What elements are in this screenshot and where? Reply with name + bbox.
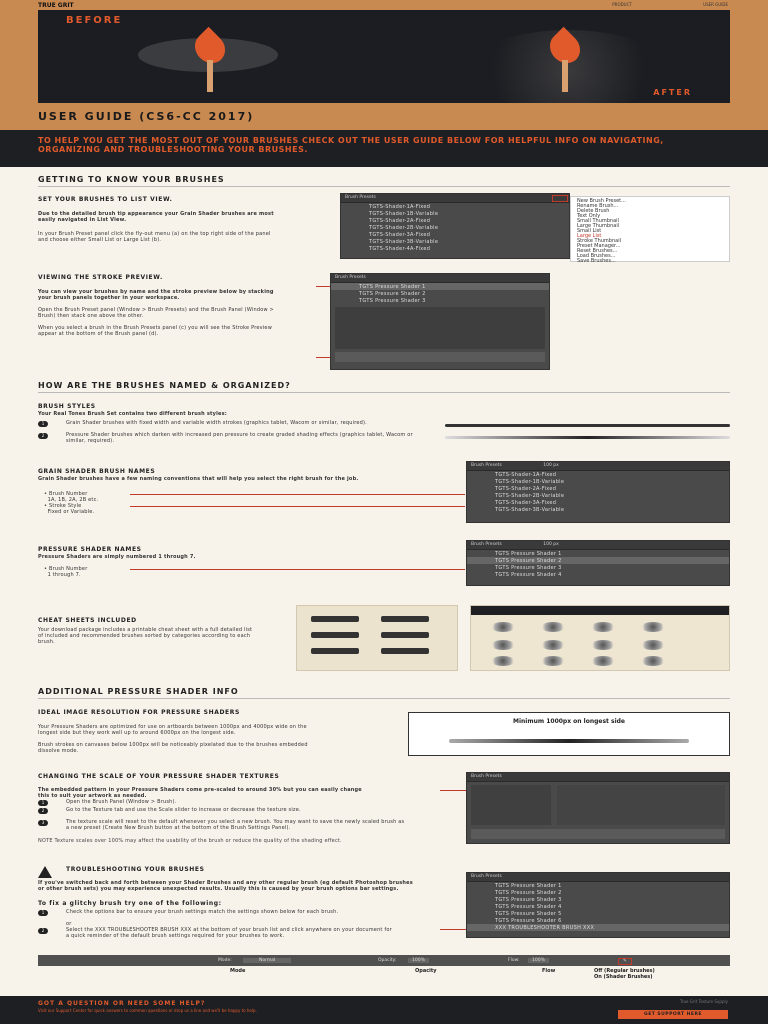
- menu-item[interactable]: Reset Brushes...: [577, 248, 618, 254]
- minimum-resolution-box: [408, 712, 730, 756]
- pressure-bullet-label: Brush Number: [48, 566, 88, 572]
- pressure-names-heading: PRESSURE SHADER NAMES: [38, 546, 142, 553]
- preset-row[interactable]: TGTS Pressure Shader 3: [359, 298, 426, 304]
- grain-bullet-label: Brush Number: [48, 491, 88, 497]
- preset-row[interactable]: TGTS-Shader-3A-Fixed: [495, 500, 557, 506]
- divider: [38, 392, 730, 393]
- menu-item[interactable]: New Brush Preset...: [577, 198, 626, 204]
- scale-step-1: Open the Brush Panel (Window > Brush).: [66, 799, 177, 805]
- hero-header: [0, 0, 768, 130]
- fix-step-1: Check the options bar to ensure your brush settings match the settings shown below for each brush.: [66, 909, 339, 915]
- shade-swatch: [491, 622, 515, 632]
- pressure-stroke-sample: [445, 436, 730, 439]
- menu-item[interactable]: Stroke Thumbnail: [577, 238, 621, 244]
- flyout-menu: [570, 196, 730, 262]
- troubleshooting-text: If you've switched back and forth between your Shader Brushes and any other regular brush (eg default Photoshop brushes or other brush sets) you may experience unexpected results. Usually this is caused by your brush options bar settings.: [38, 880, 413, 892]
- brush-settings-area: [335, 307, 545, 349]
- flow-caption: Flow: [542, 968, 556, 974]
- grain-presets-panel: [466, 461, 730, 523]
- menu-item[interactable]: Large Thumbnail: [577, 223, 620, 229]
- shade-swatch: [541, 656, 565, 666]
- troubleshooter-brush-row[interactable]: XXX TROUBLESHOOTER BRUSH XXX: [467, 924, 729, 931]
- grain-bullet-number: • Brush Number 1A, 1B, 2A, 2B etc.: [44, 491, 99, 503]
- shade-swatch: [541, 622, 565, 632]
- preset-row[interactable]: TGTS Pressure Shader 3: [495, 565, 562, 571]
- scale-sub: The embedded pattern in your Pressure Shaders come pre-scaled to around 30% but you can easily change this to suit your artwork as needed.: [38, 787, 362, 799]
- shade-swatch: [641, 656, 665, 666]
- preset-row[interactable]: TGTS Pressure Shader 1: [495, 883, 562, 889]
- preset-row[interactable]: TGTS Pressure Shader 2: [467, 557, 729, 564]
- callout-d: [316, 357, 330, 358]
- callout-line: [440, 929, 466, 930]
- preset-row[interactable]: TGTS-Shader-3B-Variable: [495, 507, 565, 513]
- stroke-swatch: [381, 648, 429, 654]
- brush-presets-panel: [340, 193, 570, 259]
- intro-bar: [0, 130, 768, 167]
- off-caption: Off (Regular brushes): [594, 968, 655, 974]
- panel-title: Brush Presets: [471, 542, 502, 547]
- divider: [38, 698, 730, 699]
- panel-header: Brush Presets: [467, 773, 729, 782]
- list-view-text-1: Due to the detailed brush tip appearance your Grain Shader brushes are most easily navigated in List View.: [38, 211, 274, 223]
- bullet-3: 3: [38, 820, 48, 826]
- callout-line: [130, 494, 465, 495]
- preset-row[interactable]: TGTS-Shader-1A-Fixed: [495, 472, 557, 478]
- preset-row[interactable]: TGTS-Shader-1B-Variable: [369, 211, 439, 217]
- texture-options: [557, 785, 725, 825]
- menu-item[interactable]: Rename Brush...: [577, 203, 619, 209]
- mode-label: Mode:: [218, 958, 232, 963]
- cheat-sheets-text: Your download package includes a printable cheat sheet with a full detailed list of included and recommended brushes sorted by categories according to each brush.: [38, 627, 253, 645]
- or-label: or: [66, 921, 72, 927]
- preset-row[interactable]: TGTS Pressure Shader 4: [495, 572, 562, 578]
- mode-caption: Mode: [230, 968, 246, 974]
- shade-swatch: [591, 640, 615, 650]
- preset-row[interactable]: TGTS Pressure Shader 3: [495, 897, 562, 903]
- scale-step-2: Go to the Texture tab and use the Scale slider to increase or decrease the texture size.: [66, 807, 301, 813]
- before-after-banner: [38, 10, 730, 103]
- footer: [0, 996, 768, 1024]
- preset-row[interactable]: TGTS-Shader-1B-Variable: [495, 479, 565, 485]
- airbrush-toggle-icon[interactable]: ✎: [618, 958, 632, 965]
- ideal-resolution-heading: IDEAL IMAGE RESOLUTION FOR PRESSURE SHADERS: [38, 709, 240, 716]
- preset-row[interactable]: TGTS-Shader-3A-Fixed: [369, 232, 431, 238]
- warning-icon: [38, 866, 52, 878]
- cheat-sheets-heading: CHEAT SHEETS INCLUDED: [38, 617, 137, 624]
- flow-label: Flow:: [508, 958, 520, 963]
- flyout-menu-highlight[interactable]: [552, 195, 568, 202]
- bullet-1: 1: [38, 421, 48, 427]
- menu-item[interactable]: Save Brushes...: [577, 258, 616, 264]
- stroke-preview-text-1: You can view your brushes by name and the stroke preview below by stacking your brush panels together in your workspace.: [38, 289, 274, 301]
- bullet-1: 1: [38, 910, 48, 916]
- pressure-bullet-value: 1 through 7.: [47, 572, 81, 578]
- menu-item-large-list[interactable]: Large List: [577, 233, 602, 239]
- stroke-swatch: [311, 648, 359, 654]
- scale-step-3: The texture scale will reset to the default whenever you select a new brush. You may want to save the newly scaled brush as a new preset (Create New Brush button at the bottom of the Brush Settings Panel).: [66, 819, 405, 831]
- callout-c: [316, 286, 330, 287]
- preset-row[interactable]: TGTS-Shader-2A-Fixed: [495, 486, 557, 492]
- fix-step-2: Select the XXX TROUBLESHOOTER BRUSH XXX at the bottom of your brush list and click anywhere on your document for a quick reminder of the default brush settings required for your brushes to work.: [66, 927, 392, 939]
- logo-text: TRUE GRIT: [38, 2, 74, 9]
- stroke-swatch: [311, 616, 359, 622]
- size-value: 100 px: [543, 542, 559, 547]
- cheat-sheet-grain-preview: [296, 605, 458, 671]
- ideal-resolution-text-1: Your Pressure Shaders are optimized for use on artboards between 1000px and 4000px wide on the longest side but they work well up to around 6000px on the longest side.: [38, 724, 307, 736]
- section-title-naming: HOW ARE THE BRUSHES NAMED & ORGANIZED?: [38, 381, 291, 390]
- shade-swatch: [541, 640, 565, 650]
- grain-bullet-value: Fixed or Variable.: [47, 509, 95, 515]
- grain-bullet-style: • Stroke Style Fixed or Variable.: [44, 503, 95, 515]
- shade-swatch: [591, 622, 615, 632]
- menu-item[interactable]: Text Only: [577, 213, 601, 219]
- stroke-preview-text-3: When you select a brush in the Brush Presets panel (c) you will see the Stroke Preview appear at the bottom of the Brush panel (d).: [38, 325, 272, 337]
- grain-stroke-sample: [445, 424, 730, 427]
- callout-line: [130, 506, 465, 507]
- preset-row[interactable]: TGTS-Shader-4A-Fixed: [369, 246, 431, 252]
- pressure-presets-panel: [466, 540, 730, 586]
- menu-item[interactable]: Small Thumbnail: [577, 218, 619, 224]
- panel-title: Brush Presets: [471, 463, 502, 468]
- after-match-stick: [562, 60, 568, 92]
- size-value: 100 px: [543, 463, 559, 468]
- flow-input[interactable]: 100%: [528, 958, 549, 963]
- footer-question: GOT A QUESTION OR NEED SOME HELP?: [38, 1000, 206, 1007]
- nav-user-guide[interactable]: USER GUIDE: [703, 2, 728, 7]
- section-title-getting-to-know: GETTING TO KNOW YOUR BRUSHES: [38, 175, 225, 184]
- shade-swatch: [591, 656, 615, 666]
- brush-options-bar: [38, 955, 730, 966]
- airbrush-caption: [594, 968, 655, 980]
- preset-row[interactable]: TGTS Pressure Shader 1: [495, 551, 562, 557]
- opacity-input[interactable]: 100%: [408, 958, 429, 963]
- preset-row[interactable]: TGTS Pressure Shader 2: [495, 890, 562, 896]
- preset-row[interactable]: TGTS-Shader-2B-Variable: [495, 493, 565, 499]
- list-view-text-2: In your Brush Preset panel click the fly-out menu (a) on the top right side of the panel and choose either Small List or Large List (b).: [38, 231, 271, 243]
- section-title-additional: ADDITIONAL PRESSURE SHADER INFO: [38, 687, 239, 696]
- on-caption: On (Shader Brushes): [594, 974, 653, 980]
- preset-row[interactable]: TGTS-Shader-1A-Fixed: [369, 204, 431, 210]
- panel-header: Brush Presets: [467, 873, 729, 882]
- grain-bullet-value: 1A, 1B, 2A, 2B etc.: [47, 497, 99, 503]
- before-match-stick: [207, 60, 213, 92]
- nav-product[interactable]: PRODUCT: [612, 2, 632, 7]
- before-label: BEFORE: [66, 15, 123, 26]
- top-nav: [542, 2, 728, 7]
- mode-select[interactable]: Normal: [243, 958, 291, 963]
- troubleshooting-heading: TROUBLESHOOTING YOUR BRUSHES: [66, 866, 205, 873]
- shade-swatch: [641, 622, 665, 632]
- stacked-brush-panels: [330, 273, 550, 370]
- divider: [38, 186, 730, 187]
- shade-swatch: [641, 640, 665, 650]
- bullet-2: 2: [38, 433, 48, 439]
- pressure-bullet-number: • Brush Number 1 through 7.: [44, 566, 88, 578]
- ideal-resolution-text-2: Brush strokes on canvases below 1000px will be noticeably pixelated due to the brushes embedded dissolve mode.: [38, 742, 308, 754]
- stroke-preview-heading: VIEWING THE STROKE PREVIEW.: [38, 274, 163, 281]
- scale-heading: CHANGING THE SCALE OF YOUR PRESSURE SHADER TEXTURES: [38, 773, 280, 780]
- stroke-preview: [335, 352, 545, 362]
- grain-names-heading: GRAIN SHADER BRUSH NAMES: [38, 468, 156, 475]
- scale-note: NOTE Texture scales over 100% may affect the usability of the brush or reduce the quality of the shading effect.: [38, 838, 342, 844]
- preset-row[interactable]: TGTS Pressure Shader 1: [331, 283, 549, 290]
- preset-row[interactable]: TGTS Pressure Shader 6: [495, 918, 562, 924]
- panel-header: [467, 462, 729, 471]
- preset-row[interactable]: TGTS Pressure Shader 4: [495, 904, 562, 910]
- list-view-heading: SET YOUR BRUSHES TO LIST VIEW.: [38, 196, 173, 203]
- stroke-swatch: [381, 616, 429, 622]
- callout-line: [130, 569, 465, 570]
- preset-row[interactable]: TGTS-Shader-3B-Variable: [369, 239, 439, 245]
- page-title: USER GUIDE (CS6-CC 2017): [38, 110, 255, 123]
- pressure-names-sub: Pressure Shaders are simply numbered 1 through 7.: [38, 554, 196, 560]
- grain-bullet-label: Stroke Style: [48, 503, 82, 509]
- footer-brand: True Grit Texture Supply: [679, 999, 728, 1004]
- preset-row[interactable]: TGTS Pressure Shader 5: [495, 911, 562, 917]
- panel-header: Brush Presets: [331, 274, 549, 283]
- preset-row[interactable]: TGTS-Shader-2B-Variable: [369, 225, 439, 231]
- brush-styles-sub: Your Real Tones Brush Set contains two different brush styles:: [38, 411, 227, 417]
- grain-names-sub: Grain Shader brushes have a few naming conventions that will help you select the right brush for the job.: [38, 476, 359, 482]
- minimum-resolution-label: Minimum 1000px on longest side: [513, 718, 625, 725]
- opacity-caption: Opacity: [415, 968, 437, 974]
- menu-item[interactable]: Preset Manager...: [577, 243, 621, 249]
- callout-line: [440, 790, 466, 791]
- preset-row[interactable]: TGTS-Shader-2A-Fixed: [369, 218, 431, 224]
- opacity-label: Opacity:: [378, 958, 397, 963]
- bullet-2: 2: [38, 808, 48, 814]
- fix-heading: To fix a glitchy brush try one of the following:: [38, 900, 222, 907]
- cheat-sheet-header: [471, 606, 729, 615]
- stroke-swatch: [311, 632, 359, 638]
- shade-swatch: [491, 656, 515, 666]
- preset-row[interactable]: TGTS Pressure Shader 2: [359, 291, 426, 297]
- stroke-sample: [449, 739, 689, 743]
- footer-subtext: Visit our Support Center for quick answers to common questions or drop us a line and we'll be happy to help.: [38, 1008, 257, 1013]
- style-1-text: Grain Shader brushes with fixed width and variable width strokes (graphics tablet, Wacom or similar, required).: [66, 420, 367, 426]
- stroke-preview-text-2: Open the Brush Preset panel (Window > Brush Presets) and the Brush Panel (Window > Brush) then stack one above the other.: [38, 307, 274, 319]
- brush-styles-heading: BRUSH STYLES: [38, 403, 96, 410]
- after-label: AFTER: [653, 88, 692, 97]
- stroke-preview: [471, 829, 725, 839]
- get-support-button[interactable]: GET SUPPORT HERE: [618, 1010, 728, 1019]
- bullet-2: 2: [38, 928, 48, 934]
- menu-item[interactable]: Small List: [577, 228, 602, 234]
- settings-list: [471, 785, 551, 825]
- bullet-1: 1: [38, 800, 48, 806]
- intro-text: TO HELP YOU GET THE MOST OUT OF YOUR BRUSHES CHECK OUT THE USER GUIDE BELOW FOR HELPFUL INFO ON NAVIGATING, ORGANIZING AND TROUBLESHOOTING YOUR BRUSHES.: [38, 136, 664, 154]
- menu-item[interactable]: Delete Brush: [577, 208, 610, 214]
- panel-header: [467, 541, 729, 550]
- panel-header: Brush Presets: [341, 194, 569, 203]
- style-2-text: Pressure Shader brushes which darken with increased pen pressure to create graded shading effects (graphics tablet, Wacom or similar, required).: [66, 432, 413, 444]
- brush-settings-panel: [466, 772, 730, 844]
- menu-item[interactable]: Load Brushes...: [577, 253, 616, 259]
- stroke-swatch: [381, 632, 429, 638]
- cheat-sheet-pressure-preview: [470, 605, 730, 671]
- shade-swatch: [491, 640, 515, 650]
- troubleshoot-presets-panel: [466, 872, 730, 938]
